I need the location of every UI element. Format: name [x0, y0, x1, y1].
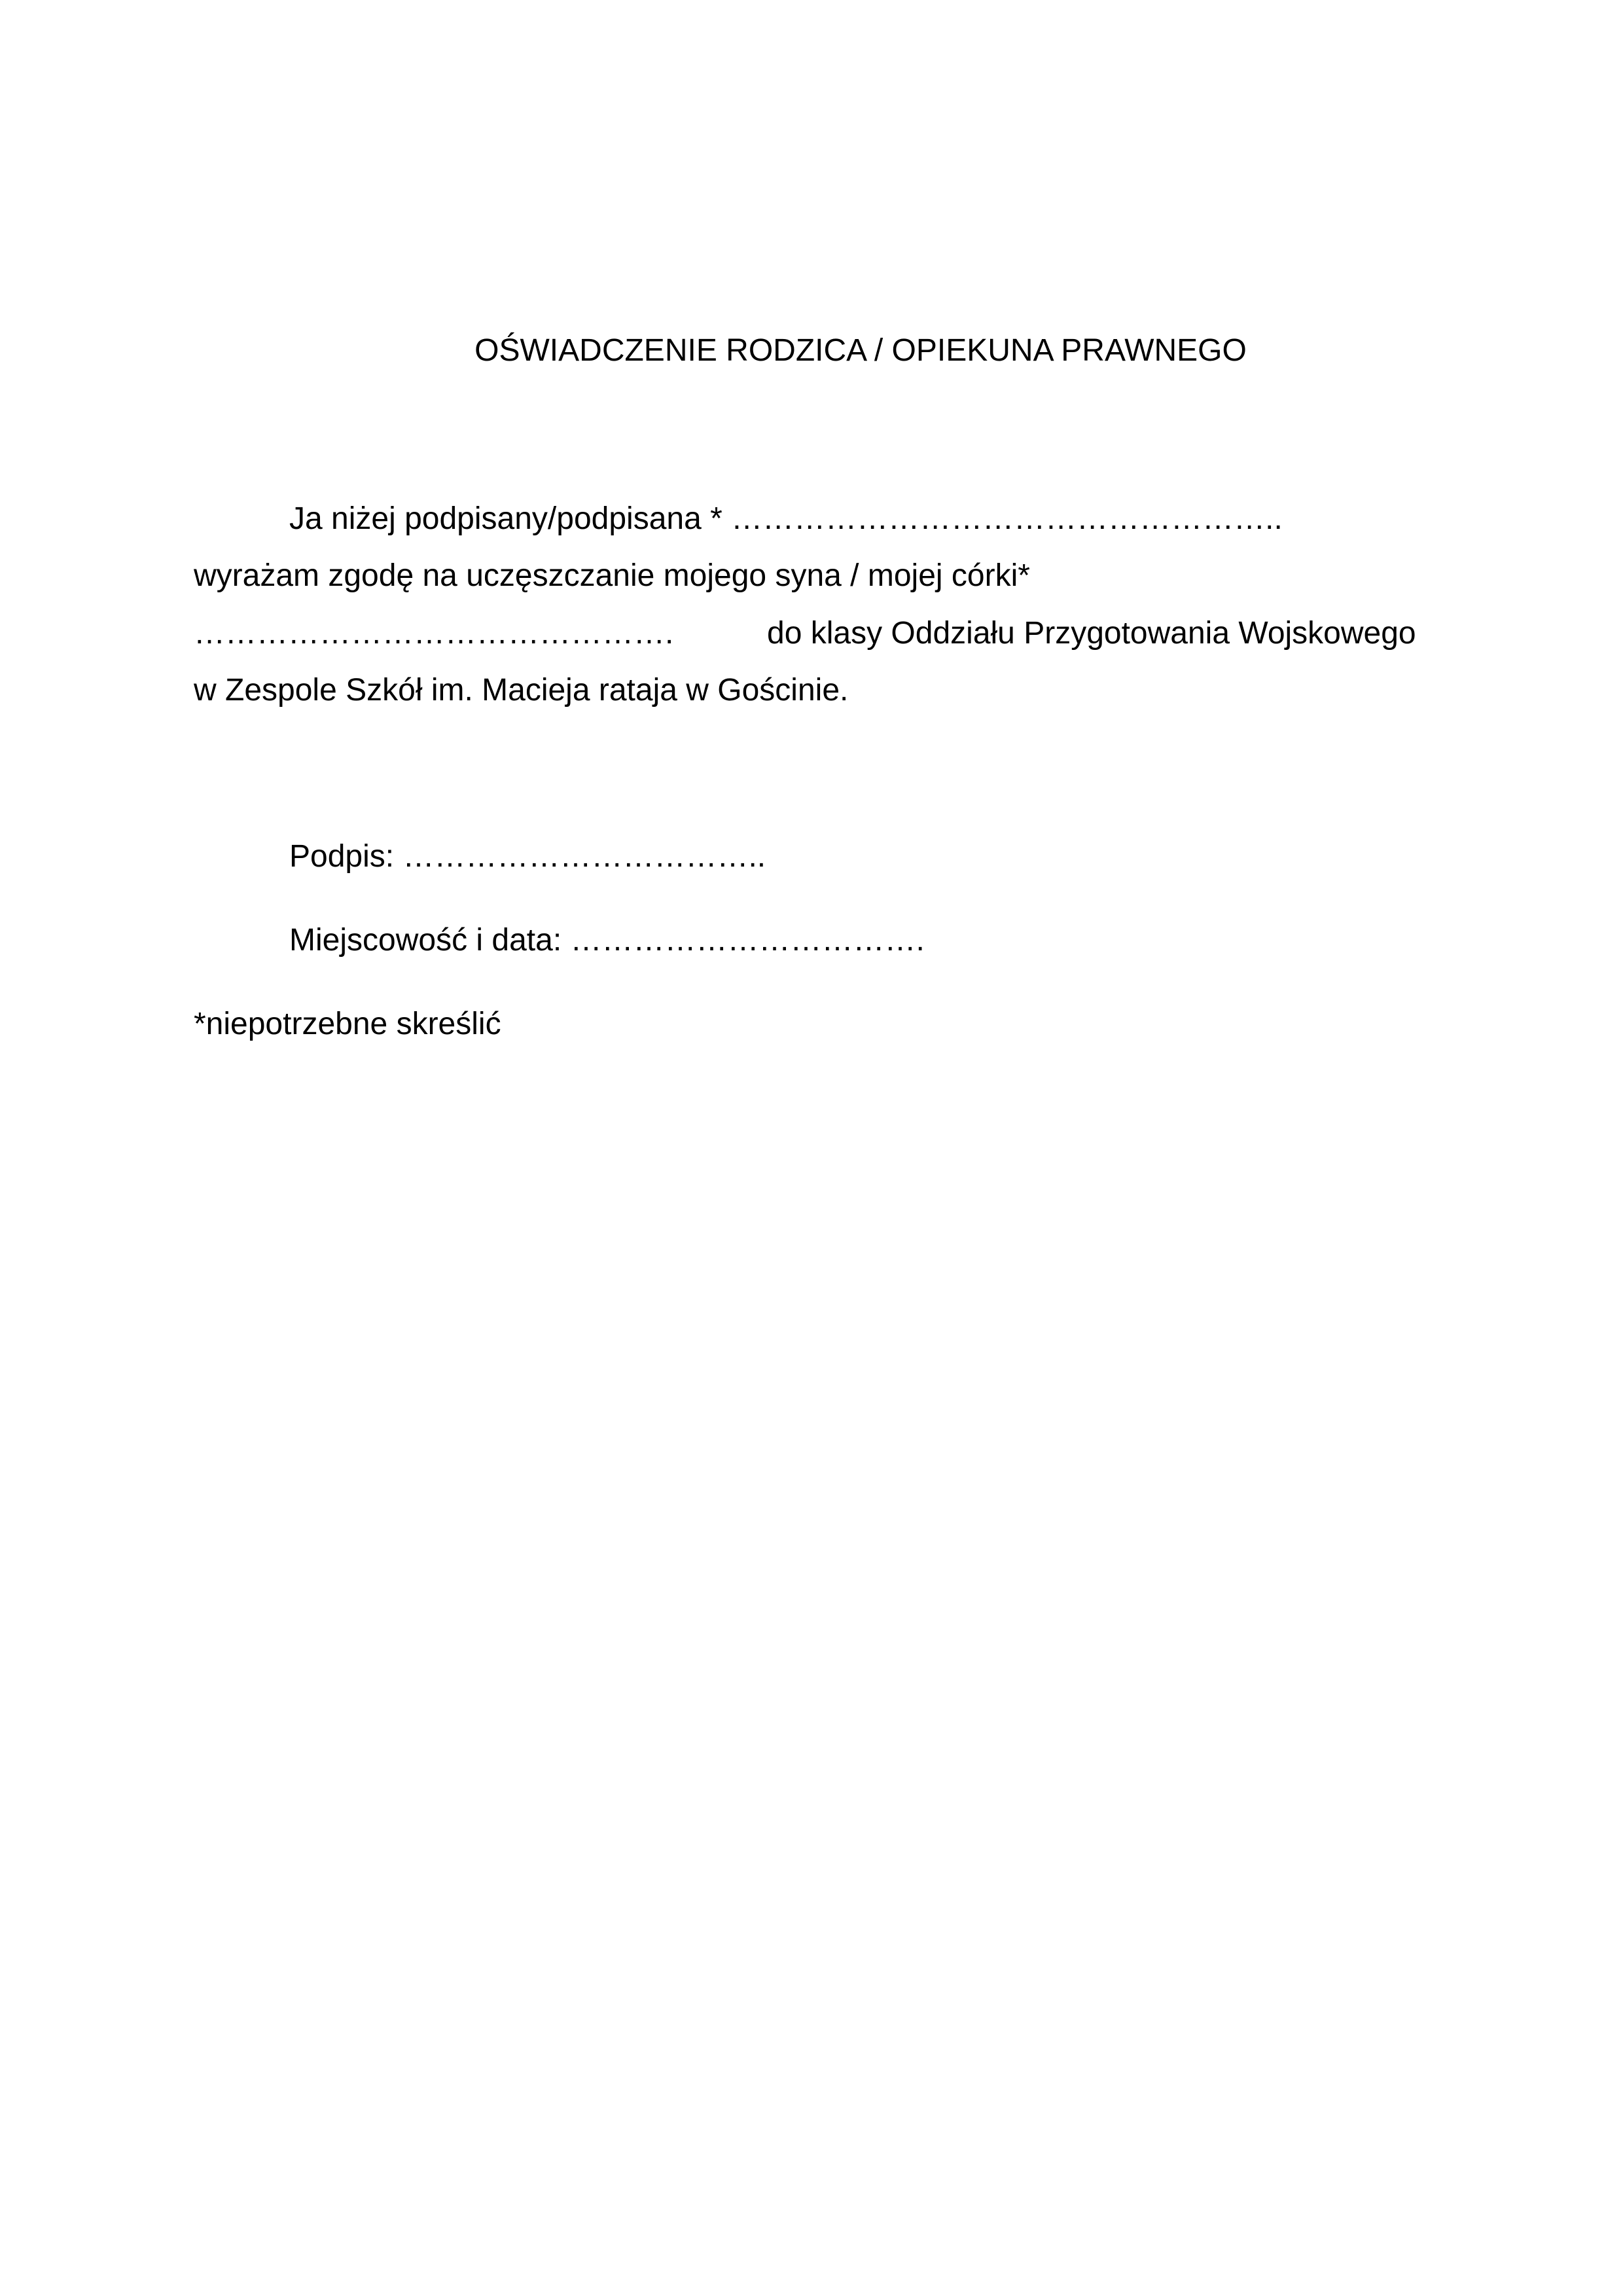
child-name-field: ………………………………………. [194, 616, 674, 651]
place-date-field: Miejscowość i data: ……………………………. [289, 923, 925, 958]
footnote: *niepotrzebne skreślić [194, 1007, 501, 1041]
document-title: OŚWIADCZENIE RODZICA / OPIEKUNA PRAWNEGO [474, 333, 1247, 368]
school-line: w Zespole Szkół im. Macieja rataja w Gościnie. [194, 673, 849, 708]
class-line: do klasy Oddziału Przygotowania Wojskowego [767, 616, 1416, 651]
declarant-name-line: Ja niżej podpisany/podpisana * …………………………………………….. [289, 501, 1283, 536]
consent-line: wyrażam zgodę na uczęszczanie mojego syna / mojej córki* [194, 558, 1030, 593]
signature-field: Podpis: …………………………….. [289, 839, 766, 874]
